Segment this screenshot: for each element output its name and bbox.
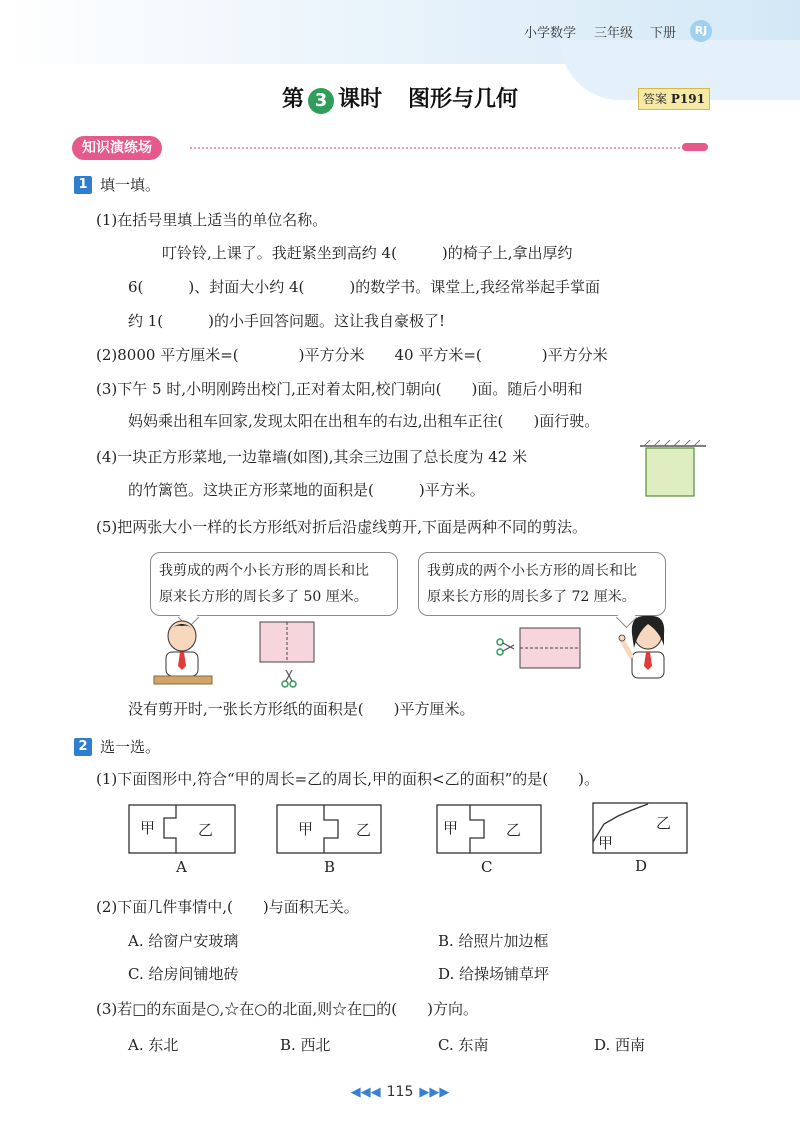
q2-part1-title: (1)下面图形中,符合“甲的周长=乙的周长,甲的面积<乙的面积”的是( )。 [96,770,599,788]
edition-badge: RJ [690,20,712,42]
q2-part3-option-c: C. 东南 [438,1036,489,1054]
page-footer [0,1084,800,1100]
shape-d-letter: D [635,857,648,875]
shape-c-letter: C [481,858,493,876]
footer-right-arrows-icon: ▶▶▶ [419,1085,450,1100]
header-grade: 三年级 [594,26,634,41]
q2-part2-option-b: B. 给照片加边框 [438,932,549,950]
wall-hatching [644,440,700,446]
answer-page: P191 [670,92,705,106]
scissors-icon [282,670,296,687]
header-volume: 下册 [650,26,677,41]
q1-part1-title: (1)在括号里填上适当的单位名称。 [96,211,328,229]
q1-part5-title: (5)把两张大小一样的长方形纸对折后沿虚线剪开,下面是两种不同的剪法。 [96,518,588,536]
girl-illustration [616,610,678,686]
title-topic: 图形与几何 [408,87,519,112]
shape-c-left-label: 甲 [443,819,459,837]
bubble-right-line2: 原来长方形的周长多了 72 厘米。 [427,589,636,605]
q2-part2-title: (2)下面几件事情中,( )与面积无关。 [96,898,359,916]
shape-d-left-label: 甲 [598,834,614,852]
q2-part2-option-c: C. 给房间铺地砖 [128,965,239,983]
q1-part3-line2: 妈妈乘出租车回家,发现太阳在出租车的右边,出租车正往( )面行驶。 [128,412,600,430]
answer-reference [638,88,710,110]
paper-vertical-cut [258,620,318,692]
boy-illustration [152,614,214,688]
square-plot-figure [640,440,706,500]
square-plot [646,448,694,496]
q1-part4-line1: (4)一块正方形菜地,一边靠墙(如图),其余三边围了总长度为 42 米 [96,448,528,466]
section-banner: 知识演练场 [72,136,162,160]
lesson-number-badge: 3 [308,88,334,114]
bubble-left-line2: 原来长方形的周长多了 50 厘米。 [159,589,368,605]
q1-number: 1 [74,176,92,194]
footer-left-arrows-icon: ◀◀◀ [350,1085,381,1100]
q1-part3-line1: (3)下午 5 时,小明刚跨出校门,正对着太阳,校门朝向( )面。随后小明和 [96,380,583,398]
title-suffix: 课时 [337,87,382,112]
bubble-left [150,552,398,616]
q2-part3-option-a: A. 东北 [128,1036,179,1054]
q1-part1-line2: 6( )、封面大小约 4( )的数学书。课堂上,我经常举起手掌面 [128,278,601,296]
section-divider-end [682,143,708,151]
title-prefix: 第 [281,87,304,112]
q1-title: 填一填。 [100,176,161,194]
bubble-left-line1: 我剪成的两个小长方形的周长和比 [159,563,369,579]
scissors-icon-2 [497,639,514,655]
bubble-right [418,552,666,616]
q1-part5-answer-line: 没有剪开时,一张长方形纸的面积是( )平方厘米。 [128,700,475,718]
shape-b-left-label: 甲 [298,820,314,838]
q2-part3-option-d: D. 西南 [594,1036,646,1054]
shape-a-left-label: 甲 [140,819,156,837]
q2-part2-option-d: D. 给操场铺草坪 [438,965,550,983]
section-divider [190,147,700,149]
shape-a-right-label: 乙 [198,821,214,839]
shape-b-letter: B [324,858,336,876]
q1-part2: (2)8000 平方厘米=( )平方分米 40 平方米=( )平方分米 [96,346,608,364]
page-number: 115 [386,1084,414,1100]
q2-number: 2 [74,738,92,756]
paper-horizontal-cut [494,624,586,674]
q1-part4-line2: 的竹篱笆。这块正方形菜地的面积是( )平方米。 [128,481,485,499]
header-subject: 小学数学 [524,26,577,41]
q2-title: 选一选。 [100,738,161,756]
q2-part2-option-a: A. 给窗户安玻璃 [128,932,239,950]
shape-d-right-label: 乙 [656,814,672,832]
bubble-right-line1: 我剪成的两个小长方形的周长和比 [427,563,637,579]
shape-a-letter: A [176,858,187,876]
q2-part3-title: (3)若□的东面是○,☆在○的北面,则☆在□的( )方向。 [96,1000,479,1018]
q1-part1-line1: 叮铃铃,上课了。我赶紧坐到高约 4( )的椅子上,拿出厚约 [162,244,573,262]
shape-b-right-label: 乙 [356,821,372,839]
q2-part3-option-b: B. 西北 [280,1036,331,1054]
shape-c-right-label: 乙 [506,821,522,839]
answer-label: 答案 [643,92,668,106]
q1-part1-line3: 约 1( )的小手回答问题。这让我自豪极了! [128,312,446,330]
